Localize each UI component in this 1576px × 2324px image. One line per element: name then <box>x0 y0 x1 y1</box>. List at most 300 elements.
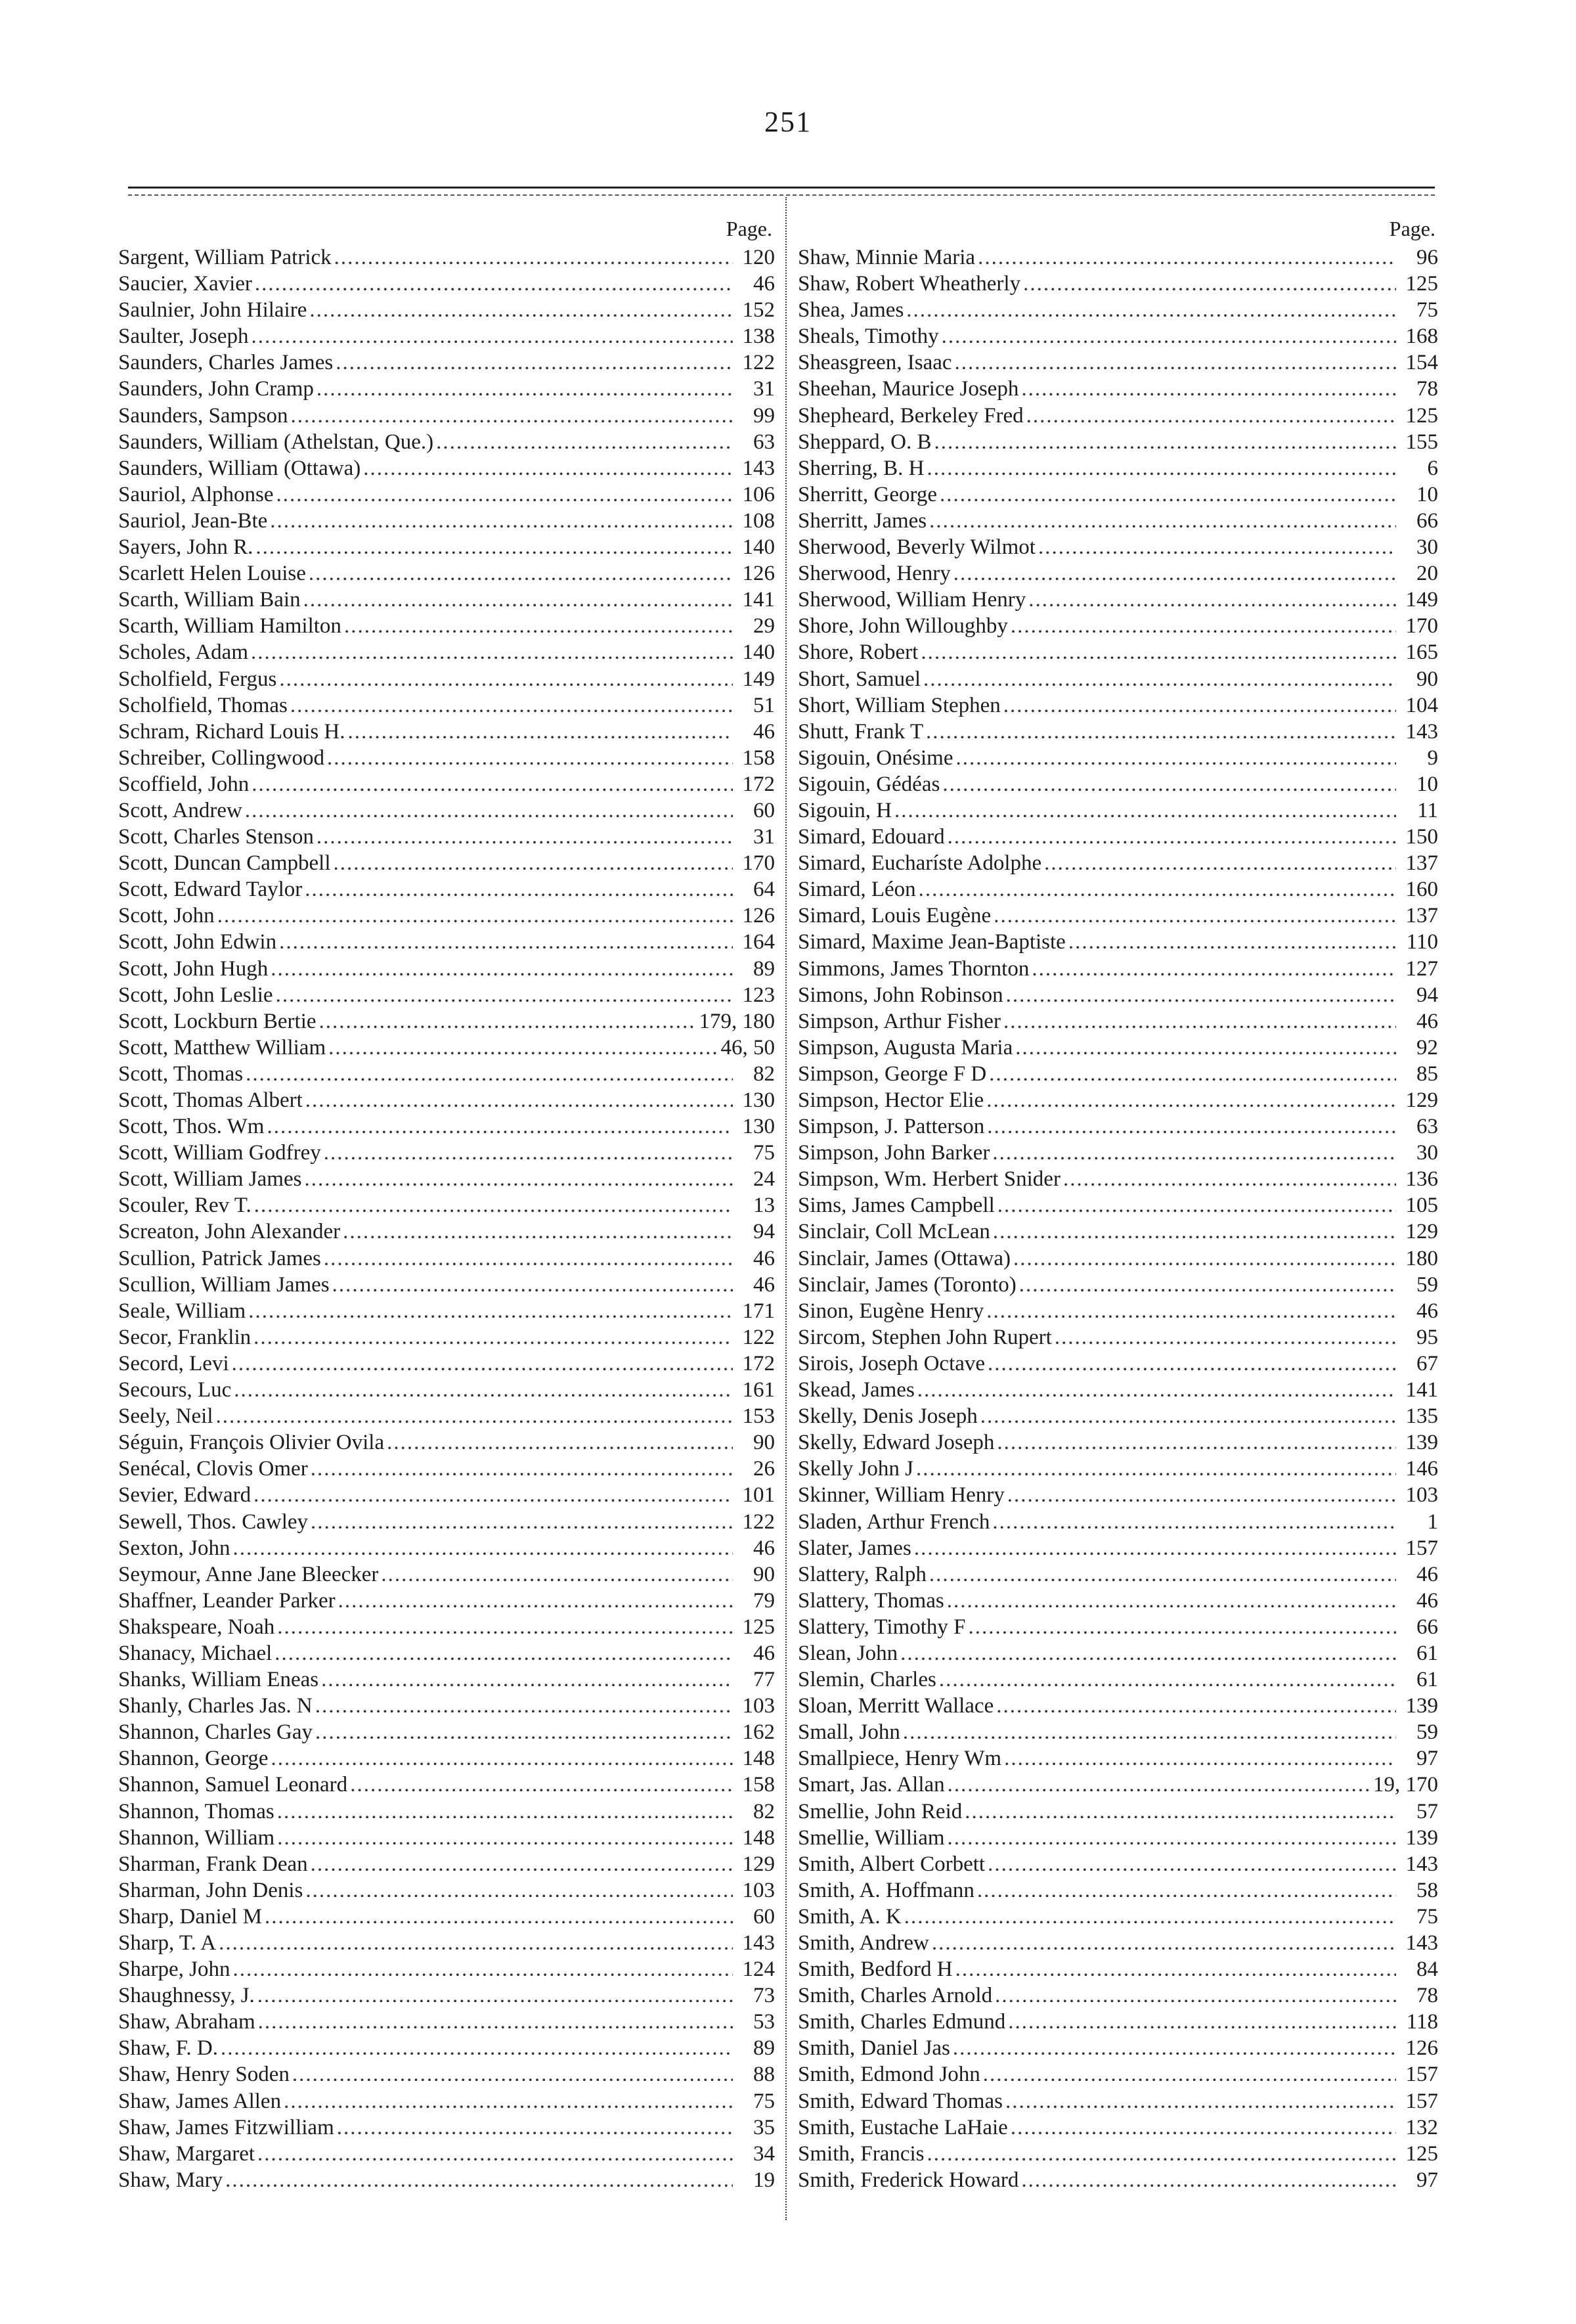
dot-leader <box>939 1666 1396 1693</box>
index-entry <box>118 403 775 429</box>
entry-name: Smith, Daniel Jas <box>798 2036 950 2061</box>
entry-page: 29 <box>753 614 775 638</box>
entry-name: Smellie, William <box>798 1825 945 1850</box>
index-entry <box>798 323 1438 349</box>
entry-page: 64 <box>753 878 775 902</box>
entry-name: Sigouin, H <box>798 798 892 822</box>
entry-name: Screaton, John Alexander <box>118 1220 341 1244</box>
index-entry <box>798 719 1438 745</box>
entry-name: Scholfield, Thomas <box>118 693 288 717</box>
entry-page: 58 <box>1416 1878 1438 1902</box>
entry-name: Small, John <box>798 1720 900 1745</box>
entry-page: 46 <box>753 1536 775 1560</box>
entry-name: Shaw, Abraham <box>118 2010 255 2034</box>
entry-page: 19, 170 <box>1373 1773 1438 1797</box>
dot-leader <box>987 1113 1396 1140</box>
dot-leader <box>927 455 1397 481</box>
dot-leader <box>363 455 733 481</box>
entry-name: Shaw, Henry Soden <box>118 2063 290 2087</box>
index-entry <box>798 1429 1438 1456</box>
dot-leader <box>252 771 733 797</box>
index-entry <box>798 1403 1438 1429</box>
index-entry <box>118 1482 775 1508</box>
dot-leader <box>917 1377 1396 1403</box>
index-entry <box>798 1113 1438 1140</box>
entry-page: 66 <box>1416 1615 1438 1639</box>
entry-name: Scoffield, John <box>118 772 250 796</box>
entry-page: 95 <box>1416 1325 1438 1349</box>
dot-leader <box>221 2035 733 2061</box>
entry-name: Sladen, Arthur French <box>798 1509 990 1534</box>
index-entry <box>798 639 1438 665</box>
entry-name: Skelly, Edward Joseph <box>798 1431 995 1455</box>
entry-name: Sims, James Campbell <box>798 1194 995 1218</box>
index-entry <box>798 692 1438 719</box>
index-entry <box>118 1218 775 1245</box>
index-entry <box>798 1956 1438 1982</box>
index-entry <box>798 1825 1438 1851</box>
index-entry <box>118 1008 775 1035</box>
entry-page: 88 <box>753 2063 775 2087</box>
index-entry <box>118 2114 775 2141</box>
dot-leader <box>257 2141 733 2167</box>
index-entry <box>798 1640 1438 1666</box>
index-entry <box>798 903 1438 929</box>
index-entry <box>798 1904 1438 1930</box>
index-entry <box>798 1719 1438 1745</box>
entry-name: Shaughnessy, J. <box>118 1984 255 2008</box>
dot-leader <box>978 244 1396 271</box>
entry-name: Sheals, Timothy <box>798 324 939 349</box>
index-entry <box>118 1087 775 1113</box>
index-entry <box>118 1904 775 1930</box>
entry-name: Saunders, John Cramp <box>118 377 314 401</box>
entry-name: Sherritt, James <box>798 508 927 533</box>
index-entry <box>798 1377 1438 1403</box>
entry-page: 124 <box>742 1957 775 1982</box>
entry-name: Shannon, Thomas <box>118 1799 274 1823</box>
index-entry <box>798 403 1438 429</box>
dot-leader <box>955 349 1396 376</box>
dot-leader <box>992 1140 1396 1166</box>
dot-leader <box>321 1666 733 1693</box>
dot-leader <box>270 508 733 534</box>
entry-name: Shannon, William <box>118 1825 275 1850</box>
right-page-header: Page. <box>1389 217 1435 240</box>
entry-name: Scott, John Edwin <box>118 930 277 954</box>
dot-leader <box>927 2141 1396 2167</box>
index-entry <box>798 1351 1438 1377</box>
entry-page: 155 <box>1405 430 1438 454</box>
dot-leader <box>277 1799 733 1825</box>
index-entry <box>798 2009 1438 2035</box>
entry-name: Saulnier, John Hilaire <box>118 298 307 323</box>
index-entry <box>798 1456 1438 1482</box>
dot-leader <box>900 1640 1396 1666</box>
entry-name: Sheasgreen, Isaac <box>798 351 952 375</box>
dot-leader <box>279 929 733 955</box>
dot-leader <box>328 1035 718 1061</box>
entry-name: Shaw, James Allen <box>118 2089 282 2113</box>
entry-page: 137 <box>1405 904 1438 928</box>
entry-name: Skelly, Denis Joseph <box>798 1404 978 1429</box>
entry-name: Scullion, William James <box>118 1272 330 1297</box>
dot-leader <box>381 1561 733 1588</box>
index-entry <box>118 956 775 982</box>
entry-page: 137 <box>1405 851 1438 876</box>
dot-leader <box>1044 850 1396 876</box>
entry-page: 157 <box>1405 2063 1438 2087</box>
entry-name: Shakspeare, Noah <box>118 1615 275 1639</box>
entry-page: 89 <box>753 956 775 981</box>
entry-page: 143 <box>742 1931 775 1955</box>
entry-name: Scott, William Godfrey <box>118 1141 321 1165</box>
index-entry <box>798 587 1438 613</box>
dot-leader <box>336 349 733 376</box>
dot-leader <box>251 323 733 349</box>
index-entry <box>118 271 775 297</box>
entry-name: Smith, Charles Arnold <box>798 1984 993 2008</box>
entry-name: Shanacy, Michael <box>118 1641 273 1665</box>
entry-name: Slattery, Ralph <box>798 1562 927 1586</box>
entry-page: 31 <box>753 825 775 849</box>
entry-name: Smith, Francis <box>798 2141 925 2166</box>
dot-leader <box>284 2088 733 2114</box>
entry-name: Scott, Edward Taylor <box>118 878 303 902</box>
dot-leader <box>311 1509 733 1535</box>
entry-page: 126 <box>742 562 775 586</box>
index-entry <box>798 666 1438 692</box>
index-entry <box>118 2061 775 2088</box>
entry-page: 164 <box>742 930 775 954</box>
dot-leader <box>993 1218 1396 1245</box>
entry-page: 125 <box>1405 272 1438 296</box>
entry-name: Shutt, Frank T <box>798 719 923 744</box>
dot-leader <box>234 1377 733 1403</box>
entry-name: Simpson, J. Patterson <box>798 1115 985 1139</box>
entry-name: Smith, Edmond John <box>798 2063 980 2087</box>
entry-name: Secord, Levi <box>118 1351 229 1375</box>
dot-leader <box>914 1535 1396 1561</box>
entry-page: 158 <box>742 1773 775 1797</box>
dot-leader <box>929 1561 1396 1588</box>
entry-page: 103 <box>1405 1483 1438 1508</box>
index-entry <box>798 824 1438 850</box>
entry-name: Scott, Duncan Campbell <box>118 851 331 876</box>
entry-page: 160 <box>1405 878 1438 902</box>
entry-name: Scott, John Hugh <box>118 956 269 981</box>
entry-name: Simard, Louis Eugène <box>798 904 992 928</box>
dot-leader <box>350 1772 733 1798</box>
entry-page: 10 <box>1416 772 1438 796</box>
entry-page: 46 <box>753 719 775 744</box>
dot-leader <box>309 560 733 587</box>
index-entry <box>118 1561 775 1588</box>
dot-leader <box>232 1351 733 1377</box>
entry-page: 77 <box>753 1668 775 1692</box>
entry-name: Smith, Albert Corbett <box>798 1852 986 1876</box>
entry-page: 79 <box>753 1588 775 1613</box>
dot-leader <box>916 1456 1396 1482</box>
entry-name: Shea, James <box>798 298 904 323</box>
dot-leader <box>258 2009 733 2035</box>
index-entry <box>118 1509 775 1535</box>
dot-leader <box>315 1719 733 1745</box>
entry-name: Scarlett Helen Louise <box>118 562 306 586</box>
dot-leader <box>995 1982 1396 2009</box>
entry-page: 157 <box>1405 2089 1438 2113</box>
entry-page: 136 <box>1405 1167 1438 1192</box>
entry-page: 110 <box>1406 930 1438 954</box>
entry-page: 104 <box>1405 693 1438 717</box>
right-column <box>798 217 1438 2193</box>
entry-name: Smith, Andrew <box>798 1931 929 1955</box>
entry-page: 158 <box>742 746 775 770</box>
index-entry <box>798 1561 1438 1588</box>
entry-page: 106 <box>742 482 775 506</box>
entry-name: Shannon, Charles Gay <box>118 1720 313 1745</box>
dot-leader <box>305 1087 733 1113</box>
entry-page: 139 <box>1405 1694 1438 1718</box>
entry-page: 154 <box>1405 351 1438 375</box>
entry-page: 157 <box>1405 1536 1438 1560</box>
index-entry <box>798 1087 1438 1113</box>
index-entry <box>118 1772 775 1798</box>
entry-name: Sharp, Daniel M <box>118 1904 263 1929</box>
dot-leader <box>1021 2167 1396 2193</box>
dot-leader <box>940 481 1396 508</box>
entry-page: 105 <box>1405 1194 1438 1218</box>
dot-leader <box>980 1403 1396 1429</box>
dot-leader <box>1013 1245 1396 1272</box>
entry-page: 61 <box>1416 1668 1438 1692</box>
dot-leader <box>965 1799 1396 1825</box>
entry-page: 66 <box>1416 508 1438 533</box>
index-entry <box>798 850 1438 876</box>
entry-page: 11 <box>1417 798 1438 822</box>
index-entry <box>118 1588 775 1614</box>
dot-leader <box>348 719 733 745</box>
index-entry <box>118 1640 775 1666</box>
dot-leader <box>274 1640 733 1666</box>
entry-page: 172 <box>742 1351 775 1375</box>
entry-name: Scullion, Patrick James <box>118 1246 321 1270</box>
entry-page: 140 <box>742 535 775 560</box>
entry-name: Shore, Robert <box>798 640 919 665</box>
entry-page: 67 <box>1416 1351 1438 1375</box>
index-entry <box>798 982 1438 1008</box>
entry-name: Simmons, James Thornton <box>798 956 1030 981</box>
index-entry <box>798 1982 1438 2009</box>
index-entry <box>798 1324 1438 1351</box>
dot-leader <box>324 1140 733 1166</box>
entry-name: Simpson, Wm. Herbert Snider <box>798 1167 1061 1192</box>
entry-name: Sirois, Joseph Octave <box>798 1351 986 1375</box>
entry-name: Short, William Stephen <box>798 693 1001 717</box>
entry-page: 61 <box>1416 1641 1438 1665</box>
entry-name: Sewell, Thos. Cawley <box>118 1509 309 1534</box>
header-rule <box>128 187 1435 189</box>
entry-page: 97 <box>1416 1747 1438 1771</box>
dot-leader <box>1021 376 1396 402</box>
index-entry <box>118 797 775 824</box>
entry-page: 89 <box>753 2036 775 2061</box>
dot-leader <box>953 2035 1396 2061</box>
index-entry <box>118 1745 775 1772</box>
entry-page: 31 <box>753 377 775 401</box>
index-entry <box>118 1693 775 1719</box>
entry-page: 63 <box>1416 1115 1438 1139</box>
entry-page: 148 <box>742 1825 775 1850</box>
dot-leader <box>942 771 1396 797</box>
index-entry <box>118 349 775 376</box>
dot-leader <box>1003 692 1396 719</box>
entry-name: Scarth, William Bain <box>118 588 301 612</box>
dot-leader <box>1008 2009 1396 2035</box>
dot-leader <box>232 1956 733 1982</box>
entry-name: Simpson, Hector Elie <box>798 1088 984 1112</box>
dot-leader <box>253 1482 733 1508</box>
column-divider <box>785 197 787 2220</box>
entry-page: 46 <box>753 1272 775 1297</box>
entry-name: Smith, Charles Edmund <box>798 2010 1006 2034</box>
dot-leader <box>311 1456 733 1482</box>
entry-name: Skinner, William Henry <box>798 1483 1005 1508</box>
entry-name: Smith, Eustache LaHaie <box>798 2115 1008 2139</box>
dot-leader <box>317 376 733 402</box>
index-entry <box>798 560 1438 587</box>
entry-page: 101 <box>742 1483 775 1508</box>
index-entry <box>798 508 1438 534</box>
index-entry <box>798 2141 1438 2167</box>
entry-page: 149 <box>1405 588 1438 612</box>
index-entry <box>118 1930 775 1956</box>
dot-leader <box>948 1825 1396 1851</box>
dot-leader <box>988 1351 1396 1377</box>
index-entry <box>118 1851 775 1877</box>
entry-page: 1 <box>1427 1509 1438 1534</box>
entry-name: Scott, William James <box>118 1167 302 1192</box>
entry-page: 125 <box>1405 403 1438 428</box>
dot-leader <box>317 824 733 850</box>
entry-name: Sauriol, Jean-Bte <box>118 508 268 533</box>
dot-leader <box>992 1509 1396 1535</box>
entry-page: 78 <box>1416 377 1438 401</box>
index-entry <box>118 639 775 665</box>
entry-name: Simpson, Arthur Fisher <box>798 1009 1001 1033</box>
entry-page: 92 <box>1416 1035 1438 1060</box>
index-entry <box>118 1298 775 1324</box>
index-entry <box>118 1799 775 1825</box>
dot-leader <box>324 1245 733 1272</box>
entry-page: 24 <box>753 1167 775 1192</box>
index-entry <box>798 1588 1438 1614</box>
entry-name: Sherwood, Beverly Wilmot <box>798 535 1036 560</box>
dot-leader <box>219 1930 733 1956</box>
entry-page: 63 <box>753 430 775 454</box>
dot-leader <box>277 1825 733 1851</box>
index-entry <box>798 376 1438 402</box>
entry-name: Shore, John Willoughby <box>798 614 1008 638</box>
dot-leader <box>255 271 733 297</box>
index-entry <box>798 2114 1438 2141</box>
entry-page: 123 <box>742 983 775 1007</box>
entry-name: Sharpe, John <box>118 1957 230 1982</box>
index-entry <box>798 797 1438 824</box>
dot-leader <box>334 244 733 271</box>
entry-name: Shannon, George <box>118 1747 269 1771</box>
entry-page: 53 <box>753 2010 775 2034</box>
entry-name: Simard, Maxime Jean-Baptiste <box>798 930 1066 954</box>
entry-name: Scott, Lockburn Bertie <box>118 1009 317 1033</box>
entry-page: 46 <box>1416 1009 1438 1033</box>
dot-leader <box>1011 613 1396 639</box>
entry-name: Scott, John <box>118 904 215 928</box>
index-entry <box>798 1666 1438 1693</box>
entry-page: 143 <box>1405 1931 1438 1955</box>
index-entry <box>118 771 775 797</box>
entry-page: 6 <box>1427 456 1438 480</box>
dot-leader <box>305 876 733 903</box>
entry-name: Sargent, William Patrick <box>118 246 332 269</box>
index-entry <box>118 692 775 719</box>
index-entry <box>798 1008 1438 1035</box>
index-entry <box>118 2035 775 2061</box>
entry-page: 75 <box>1416 298 1438 323</box>
entry-name: Saunders, Sampson <box>118 403 288 428</box>
index-entry <box>118 1719 775 1745</box>
index-entry <box>798 1877 1438 1904</box>
entry-name: Sevier, Edward <box>118 1483 252 1508</box>
dot-leader <box>303 587 733 613</box>
entry-page: 125 <box>742 1615 775 1639</box>
entry-page: 165 <box>1405 640 1438 665</box>
entry-name: Secours, Luc <box>118 1378 232 1402</box>
entry-name: Sinclair, Coll McLean <box>798 1220 990 1244</box>
dot-leader <box>1015 1035 1396 1061</box>
entry-page: 85 <box>1416 1061 1438 1086</box>
index-entry <box>798 1192 1438 1218</box>
dot-leader <box>942 323 1396 349</box>
entry-name: Slater, James <box>798 1536 911 1560</box>
dot-leader <box>929 508 1396 534</box>
index-entry <box>798 244 1438 271</box>
entry-name: Simpson, George F D <box>798 1061 987 1086</box>
dot-leader <box>334 850 733 876</box>
index-entry <box>798 1218 1438 1245</box>
index-entry <box>118 1272 775 1298</box>
entry-name: Seale, William <box>118 1299 246 1323</box>
dot-leader <box>217 903 733 929</box>
index-entry <box>118 244 775 271</box>
index-entry <box>798 297 1438 323</box>
entry-name: Shanly, Charles Jas. N <box>118 1694 313 1718</box>
entry-name: Shepheard, Berkeley Fred <box>798 403 1024 428</box>
dot-leader <box>903 1719 1396 1745</box>
index-entry <box>798 349 1438 376</box>
entry-name: Smart, Jas. Allan <box>798 1773 945 1797</box>
dot-leader <box>276 481 733 508</box>
entry-page: 172 <box>742 772 775 796</box>
entry-name: Sherritt, George <box>798 482 938 506</box>
entry-page: 127 <box>1405 956 1438 981</box>
dot-leader <box>305 1877 733 1904</box>
entry-name: Simard, Edouard <box>798 825 945 849</box>
entry-name: Slattery, Timothy F <box>798 1615 966 1639</box>
index-entry <box>798 455 1438 481</box>
index-entry <box>118 1614 775 1640</box>
entry-name: Sharman, John Denis <box>118 1878 303 1902</box>
